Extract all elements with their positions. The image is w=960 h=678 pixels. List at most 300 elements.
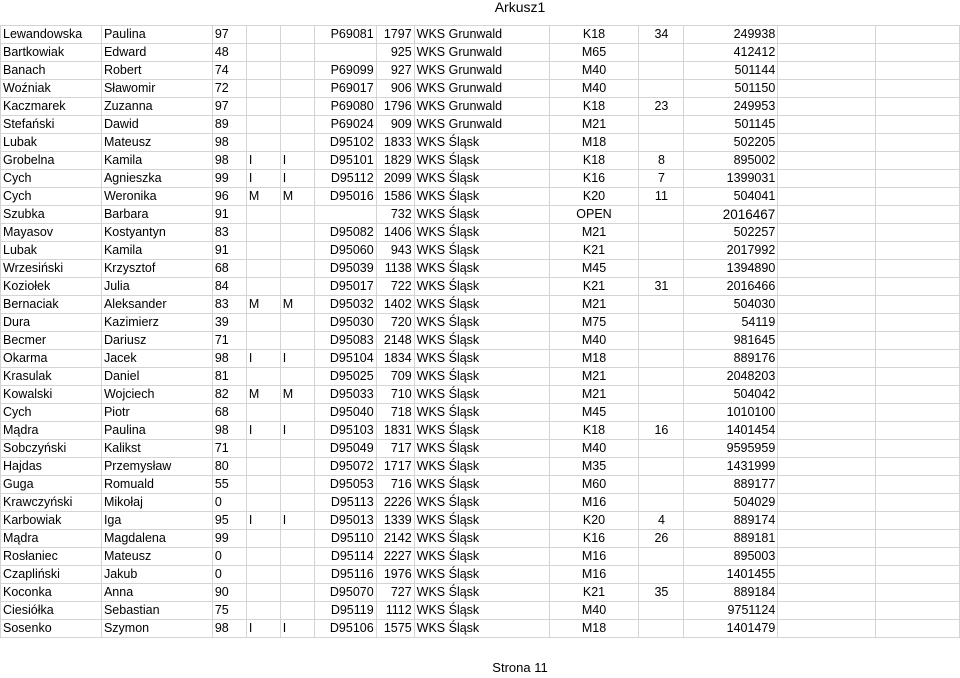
cell-category[interactable]: M16 bbox=[549, 548, 639, 566]
cell-empty[interactable] bbox=[876, 26, 960, 44]
cell-last-name[interactable]: Kaczmarek bbox=[1, 98, 102, 116]
cell-class-a[interactable] bbox=[246, 260, 280, 278]
cell-first-name[interactable]: Przemysław bbox=[101, 458, 212, 476]
cell-category[interactable]: M60 bbox=[549, 476, 639, 494]
cell-place[interactable] bbox=[639, 134, 684, 152]
cell-number[interactable]: 709 bbox=[376, 368, 414, 386]
cell-id[interactable]: 9751124 bbox=[684, 602, 778, 620]
cell-last-name[interactable]: Szubka bbox=[1, 206, 102, 224]
cell-code[interactable]: D95110 bbox=[314, 530, 376, 548]
cell-place[interactable]: 23 bbox=[639, 98, 684, 116]
cell-place[interactable] bbox=[639, 206, 684, 224]
cell-class-b[interactable]: I bbox=[280, 170, 314, 188]
cell-first-name[interactable]: Barbara bbox=[101, 206, 212, 224]
cell-class-a[interactable] bbox=[246, 206, 280, 224]
cell-last-name[interactable]: Czapliński bbox=[1, 566, 102, 584]
cell-id[interactable]: 889174 bbox=[684, 512, 778, 530]
cell-id[interactable]: 504030 bbox=[684, 296, 778, 314]
cell-score[interactable]: 83 bbox=[212, 296, 246, 314]
cell-first-name[interactable]: Daniel bbox=[101, 368, 212, 386]
cell-empty[interactable] bbox=[778, 548, 876, 566]
cell-class-a[interactable] bbox=[246, 494, 280, 512]
cell-class-b[interactable]: I bbox=[280, 152, 314, 170]
cell-class-b[interactable] bbox=[280, 260, 314, 278]
cell-club[interactable]: WKS Śląsk bbox=[414, 170, 549, 188]
cell-empty[interactable] bbox=[778, 152, 876, 170]
cell-category[interactable]: M35 bbox=[549, 458, 639, 476]
cell-club[interactable]: WKS Śląsk bbox=[414, 620, 549, 638]
cell-last-name[interactable]: Hajdas bbox=[1, 458, 102, 476]
cell-code[interactable]: D95025 bbox=[314, 368, 376, 386]
cell-place[interactable] bbox=[639, 80, 684, 98]
cell-score[interactable]: 84 bbox=[212, 278, 246, 296]
cell-club[interactable]: WKS Śląsk bbox=[414, 296, 549, 314]
cell-last-name[interactable]: Grobelna bbox=[1, 152, 102, 170]
cell-club[interactable]: WKS Śląsk bbox=[414, 404, 549, 422]
cell-category[interactable]: M45 bbox=[549, 260, 639, 278]
cell-empty[interactable] bbox=[778, 422, 876, 440]
cell-class-b[interactable] bbox=[280, 494, 314, 512]
cell-empty[interactable] bbox=[876, 548, 960, 566]
cell-code[interactable] bbox=[314, 206, 376, 224]
cell-class-a[interactable] bbox=[246, 224, 280, 242]
cell-empty[interactable] bbox=[876, 80, 960, 98]
cell-place[interactable] bbox=[639, 404, 684, 422]
cell-category[interactable]: M18 bbox=[549, 620, 639, 638]
cell-number[interactable]: 1402 bbox=[376, 296, 414, 314]
cell-class-a[interactable] bbox=[246, 530, 280, 548]
cell-last-name[interactable]: Koconka bbox=[1, 584, 102, 602]
cell-club[interactable]: WKS Śląsk bbox=[414, 314, 549, 332]
cell-number[interactable]: 1717 bbox=[376, 458, 414, 476]
cell-score[interactable]: 75 bbox=[212, 602, 246, 620]
cell-code[interactable]: D95040 bbox=[314, 404, 376, 422]
cell-number[interactable]: 1831 bbox=[376, 422, 414, 440]
cell-class-b[interactable] bbox=[280, 62, 314, 80]
cell-category[interactable]: K16 bbox=[549, 530, 639, 548]
cell-score[interactable]: 97 bbox=[212, 98, 246, 116]
cell-first-name[interactable]: Krzysztof bbox=[101, 260, 212, 278]
cell-club[interactable]: WKS Śląsk bbox=[414, 152, 549, 170]
cell-score[interactable]: 0 bbox=[212, 494, 246, 512]
cell-first-name[interactable]: Mateusz bbox=[101, 134, 212, 152]
cell-first-name[interactable]: Dariusz bbox=[101, 332, 212, 350]
cell-empty[interactable] bbox=[778, 170, 876, 188]
cell-score[interactable]: 90 bbox=[212, 584, 246, 602]
cell-place[interactable]: 35 bbox=[639, 584, 684, 602]
cell-id[interactable]: 1394890 bbox=[684, 260, 778, 278]
cell-last-name[interactable]: Sosenko bbox=[1, 620, 102, 638]
cell-class-b[interactable] bbox=[280, 278, 314, 296]
cell-first-name[interactable]: Jacek bbox=[101, 350, 212, 368]
cell-class-a[interactable]: I bbox=[246, 350, 280, 368]
cell-class-b[interactable] bbox=[280, 440, 314, 458]
cell-class-b[interactable] bbox=[280, 134, 314, 152]
cell-code[interactable]: D95033 bbox=[314, 386, 376, 404]
cell-number[interactable]: 2226 bbox=[376, 494, 414, 512]
cell-club[interactable]: WKS Śląsk bbox=[414, 584, 549, 602]
cell-code[interactable]: D95082 bbox=[314, 224, 376, 242]
cell-number[interactable]: 1797 bbox=[376, 26, 414, 44]
cell-empty[interactable] bbox=[778, 332, 876, 350]
cell-id[interactable]: 502205 bbox=[684, 134, 778, 152]
cell-place[interactable] bbox=[639, 440, 684, 458]
cell-empty[interactable] bbox=[778, 494, 876, 512]
cell-empty[interactable] bbox=[778, 206, 876, 224]
cell-place[interactable]: 8 bbox=[639, 152, 684, 170]
cell-last-name[interactable]: Banach bbox=[1, 62, 102, 80]
cell-empty[interactable] bbox=[778, 62, 876, 80]
cell-last-name[interactable]: Wrzesiński bbox=[1, 260, 102, 278]
cell-first-name[interactable]: Szymon bbox=[101, 620, 212, 638]
cell-class-b[interactable] bbox=[280, 80, 314, 98]
cell-first-name[interactable]: Kamila bbox=[101, 242, 212, 260]
cell-first-name[interactable]: Edward bbox=[101, 44, 212, 62]
cell-category[interactable]: K20 bbox=[549, 188, 639, 206]
cell-code[interactable]: D95060 bbox=[314, 242, 376, 260]
cell-first-name[interactable]: Sebastian bbox=[101, 602, 212, 620]
cell-class-b[interactable] bbox=[280, 404, 314, 422]
cell-code[interactable]: D95102 bbox=[314, 134, 376, 152]
cell-class-b[interactable]: I bbox=[280, 422, 314, 440]
cell-last-name[interactable]: Woźniak bbox=[1, 80, 102, 98]
cell-empty[interactable] bbox=[876, 152, 960, 170]
cell-code[interactable]: P69081 bbox=[314, 26, 376, 44]
cell-category[interactable]: K16 bbox=[549, 170, 639, 188]
cell-id[interactable]: 249938 bbox=[684, 26, 778, 44]
cell-id[interactable]: 2016466 bbox=[684, 278, 778, 296]
cell-first-name[interactable]: Dawid bbox=[101, 116, 212, 134]
cell-last-name[interactable]: Lubak bbox=[1, 134, 102, 152]
cell-score[interactable]: 98 bbox=[212, 152, 246, 170]
cell-score[interactable]: 96 bbox=[212, 188, 246, 206]
cell-club[interactable]: WKS Grunwald bbox=[414, 26, 549, 44]
cell-class-a[interactable] bbox=[246, 332, 280, 350]
cell-empty[interactable] bbox=[778, 566, 876, 584]
cell-first-name[interactable]: Piotr bbox=[101, 404, 212, 422]
cell-class-b[interactable] bbox=[280, 566, 314, 584]
cell-club[interactable]: WKS Śląsk bbox=[414, 332, 549, 350]
cell-class-b[interactable]: M bbox=[280, 386, 314, 404]
cell-score[interactable]: 48 bbox=[212, 44, 246, 62]
cell-last-name[interactable]: Rosłaniec bbox=[1, 548, 102, 566]
cell-code[interactable]: D95114 bbox=[314, 548, 376, 566]
cell-code[interactable]: D95106 bbox=[314, 620, 376, 638]
cell-empty[interactable] bbox=[876, 386, 960, 404]
cell-score[interactable]: 0 bbox=[212, 548, 246, 566]
cell-last-name[interactable]: Mądra bbox=[1, 530, 102, 548]
cell-club[interactable]: WKS Śląsk bbox=[414, 260, 549, 278]
cell-category[interactable]: M40 bbox=[549, 62, 639, 80]
cell-number[interactable]: 943 bbox=[376, 242, 414, 260]
cell-number[interactable]: 2227 bbox=[376, 548, 414, 566]
cell-class-b[interactable]: I bbox=[280, 350, 314, 368]
cell-id[interactable]: 2017992 bbox=[684, 242, 778, 260]
cell-class-b[interactable] bbox=[280, 44, 314, 62]
cell-class-b[interactable] bbox=[280, 368, 314, 386]
cell-category[interactable]: M65 bbox=[549, 44, 639, 62]
cell-category[interactable]: K18 bbox=[549, 152, 639, 170]
cell-number[interactable]: 1112 bbox=[376, 602, 414, 620]
cell-last-name[interactable]: Cych bbox=[1, 170, 102, 188]
cell-category[interactable]: K21 bbox=[549, 584, 639, 602]
cell-score[interactable]: 98 bbox=[212, 350, 246, 368]
cell-category[interactable]: M45 bbox=[549, 404, 639, 422]
cell-empty[interactable] bbox=[778, 458, 876, 476]
cell-last-name[interactable]: Bernaciak bbox=[1, 296, 102, 314]
cell-empty[interactable] bbox=[778, 584, 876, 602]
cell-category[interactable]: K21 bbox=[549, 278, 639, 296]
cell-empty[interactable] bbox=[778, 26, 876, 44]
cell-first-name[interactable]: Kalikst bbox=[101, 440, 212, 458]
cell-club[interactable]: WKS Śląsk bbox=[414, 566, 549, 584]
cell-category[interactable]: M40 bbox=[549, 332, 639, 350]
cell-class-b[interactable] bbox=[280, 206, 314, 224]
cell-empty[interactable] bbox=[876, 260, 960, 278]
cell-club[interactable]: WKS Śląsk bbox=[414, 242, 549, 260]
cell-empty[interactable] bbox=[778, 224, 876, 242]
cell-number[interactable]: 1138 bbox=[376, 260, 414, 278]
cell-class-b[interactable] bbox=[280, 548, 314, 566]
cell-empty[interactable] bbox=[876, 404, 960, 422]
cell-empty[interactable] bbox=[778, 296, 876, 314]
cell-empty[interactable] bbox=[876, 350, 960, 368]
cell-id[interactable]: 1401454 bbox=[684, 422, 778, 440]
cell-first-name[interactable]: Paulina bbox=[101, 422, 212, 440]
cell-last-name[interactable]: Sobczyński bbox=[1, 440, 102, 458]
cell-score[interactable]: 81 bbox=[212, 368, 246, 386]
cell-place[interactable] bbox=[639, 386, 684, 404]
cell-last-name[interactable]: Kowalski bbox=[1, 386, 102, 404]
cell-score[interactable]: 98 bbox=[212, 134, 246, 152]
cell-club[interactable]: WKS Śląsk bbox=[414, 224, 549, 242]
cell-class-b[interactable] bbox=[280, 458, 314, 476]
cell-number[interactable]: 716 bbox=[376, 476, 414, 494]
cell-class-b[interactable] bbox=[280, 602, 314, 620]
cell-category[interactable]: M18 bbox=[549, 134, 639, 152]
cell-place[interactable] bbox=[639, 224, 684, 242]
cell-number[interactable]: 1796 bbox=[376, 98, 414, 116]
cell-number[interactable]: 717 bbox=[376, 440, 414, 458]
cell-code[interactable]: D95101 bbox=[314, 152, 376, 170]
cell-code[interactable]: D95017 bbox=[314, 278, 376, 296]
cell-class-b[interactable] bbox=[280, 314, 314, 332]
cell-empty[interactable] bbox=[876, 512, 960, 530]
cell-empty[interactable] bbox=[778, 242, 876, 260]
cell-id[interactable]: 895003 bbox=[684, 548, 778, 566]
cell-empty[interactable] bbox=[876, 62, 960, 80]
cell-code[interactable]: D95016 bbox=[314, 188, 376, 206]
cell-score[interactable]: 72 bbox=[212, 80, 246, 98]
cell-empty[interactable] bbox=[778, 350, 876, 368]
cell-number[interactable]: 720 bbox=[376, 314, 414, 332]
cell-empty[interactable] bbox=[876, 134, 960, 152]
cell-score[interactable]: 68 bbox=[212, 260, 246, 278]
cell-place[interactable] bbox=[639, 242, 684, 260]
cell-place[interactable] bbox=[639, 260, 684, 278]
cell-number[interactable]: 732 bbox=[376, 206, 414, 224]
cell-empty[interactable] bbox=[778, 620, 876, 638]
cell-place[interactable]: 26 bbox=[639, 530, 684, 548]
cell-number[interactable]: 727 bbox=[376, 584, 414, 602]
cell-id[interactable]: 895002 bbox=[684, 152, 778, 170]
cell-empty[interactable] bbox=[778, 440, 876, 458]
cell-class-b[interactable] bbox=[280, 584, 314, 602]
cell-empty[interactable] bbox=[876, 98, 960, 116]
cell-category[interactable]: M21 bbox=[549, 296, 639, 314]
cell-last-name[interactable]: Dura bbox=[1, 314, 102, 332]
cell-id[interactable]: 889176 bbox=[684, 350, 778, 368]
cell-category[interactable]: M40 bbox=[549, 602, 639, 620]
cell-category[interactable]: M21 bbox=[549, 386, 639, 404]
cell-empty[interactable] bbox=[778, 404, 876, 422]
cell-empty[interactable] bbox=[876, 296, 960, 314]
cell-first-name[interactable]: Magdalena bbox=[101, 530, 212, 548]
cell-category[interactable]: M21 bbox=[549, 116, 639, 134]
cell-number[interactable]: 710 bbox=[376, 386, 414, 404]
cell-empty[interactable] bbox=[778, 602, 876, 620]
cell-id[interactable]: 889177 bbox=[684, 476, 778, 494]
cell-empty[interactable] bbox=[876, 422, 960, 440]
cell-last-name[interactable]: Krawczyński bbox=[1, 494, 102, 512]
cell-number[interactable]: 925 bbox=[376, 44, 414, 62]
cell-class-a[interactable] bbox=[246, 476, 280, 494]
cell-club[interactable]: WKS Śląsk bbox=[414, 458, 549, 476]
cell-first-name[interactable]: Weronika bbox=[101, 188, 212, 206]
cell-id[interactable]: 889181 bbox=[684, 530, 778, 548]
cell-empty[interactable] bbox=[876, 206, 960, 224]
cell-number[interactable]: 722 bbox=[376, 278, 414, 296]
cell-category[interactable]: M40 bbox=[549, 440, 639, 458]
cell-id[interactable]: 501144 bbox=[684, 62, 778, 80]
cell-id[interactable]: 502257 bbox=[684, 224, 778, 242]
cell-category[interactable]: K18 bbox=[549, 422, 639, 440]
cell-club[interactable]: WKS Śląsk bbox=[414, 494, 549, 512]
cell-first-name[interactable]: Mateusz bbox=[101, 548, 212, 566]
cell-club[interactable]: WKS Śląsk bbox=[414, 512, 549, 530]
cell-empty[interactable] bbox=[876, 368, 960, 386]
cell-score[interactable]: 91 bbox=[212, 242, 246, 260]
cell-club[interactable]: WKS Grunwald bbox=[414, 80, 549, 98]
cell-empty[interactable] bbox=[876, 170, 960, 188]
cell-empty[interactable] bbox=[876, 242, 960, 260]
cell-last-name[interactable]: Koziołek bbox=[1, 278, 102, 296]
cell-number[interactable]: 1834 bbox=[376, 350, 414, 368]
cell-class-a[interactable]: I bbox=[246, 170, 280, 188]
cell-place[interactable]: 7 bbox=[639, 170, 684, 188]
cell-last-name[interactable]: Lubak bbox=[1, 242, 102, 260]
cell-score[interactable]: 74 bbox=[212, 62, 246, 80]
cell-class-a[interactable]: I bbox=[246, 152, 280, 170]
cell-id[interactable]: 504042 bbox=[684, 386, 778, 404]
cell-class-a[interactable]: I bbox=[246, 620, 280, 638]
cell-class-a[interactable] bbox=[246, 458, 280, 476]
cell-empty[interactable] bbox=[876, 602, 960, 620]
cell-first-name[interactable]: Romuald bbox=[101, 476, 212, 494]
cell-class-b[interactable] bbox=[280, 98, 314, 116]
cell-class-a[interactable] bbox=[246, 62, 280, 80]
cell-id[interactable]: 412412 bbox=[684, 44, 778, 62]
cell-last-name[interactable]: Bartkowiak bbox=[1, 44, 102, 62]
cell-class-a[interactable]: I bbox=[246, 422, 280, 440]
cell-score[interactable]: 71 bbox=[212, 440, 246, 458]
cell-first-name[interactable]: Julia bbox=[101, 278, 212, 296]
cell-empty[interactable] bbox=[778, 386, 876, 404]
cell-score[interactable]: 91 bbox=[212, 206, 246, 224]
cell-class-b[interactable] bbox=[280, 242, 314, 260]
cell-number[interactable]: 1339 bbox=[376, 512, 414, 530]
cell-empty[interactable] bbox=[876, 116, 960, 134]
cell-empty[interactable] bbox=[778, 116, 876, 134]
cell-id[interactable]: 9595959 bbox=[684, 440, 778, 458]
cell-place[interactable] bbox=[639, 44, 684, 62]
cell-club[interactable]: WKS Grunwald bbox=[414, 44, 549, 62]
cell-empty[interactable] bbox=[876, 494, 960, 512]
cell-number[interactable]: 2099 bbox=[376, 170, 414, 188]
cell-empty[interactable] bbox=[778, 98, 876, 116]
cell-code[interactable]: D95032 bbox=[314, 296, 376, 314]
cell-class-a[interactable] bbox=[246, 98, 280, 116]
cell-last-name[interactable]: Okarma bbox=[1, 350, 102, 368]
cell-place[interactable] bbox=[639, 620, 684, 638]
cell-first-name[interactable]: Iga bbox=[101, 512, 212, 530]
cell-category[interactable]: K20 bbox=[549, 512, 639, 530]
cell-class-a[interactable]: I bbox=[246, 512, 280, 530]
cell-score[interactable]: 83 bbox=[212, 224, 246, 242]
cell-empty[interactable] bbox=[876, 458, 960, 476]
cell-place[interactable]: 4 bbox=[639, 512, 684, 530]
cell-last-name[interactable]: Stefański bbox=[1, 116, 102, 134]
cell-code[interactable]: P69080 bbox=[314, 98, 376, 116]
cell-empty[interactable] bbox=[876, 314, 960, 332]
cell-empty[interactable] bbox=[876, 332, 960, 350]
cell-class-b[interactable] bbox=[280, 332, 314, 350]
cell-place[interactable] bbox=[639, 332, 684, 350]
cell-club[interactable]: WKS Grunwald bbox=[414, 62, 549, 80]
cell-club[interactable]: WKS Śląsk bbox=[414, 188, 549, 206]
cell-code[interactable]: D95013 bbox=[314, 512, 376, 530]
cell-class-a[interactable] bbox=[246, 314, 280, 332]
cell-category[interactable]: K21 bbox=[549, 242, 639, 260]
cell-id[interactable]: 1401455 bbox=[684, 566, 778, 584]
cell-last-name[interactable]: Mayasov bbox=[1, 224, 102, 242]
cell-club[interactable]: WKS Śląsk bbox=[414, 602, 549, 620]
cell-id[interactable]: 501145 bbox=[684, 116, 778, 134]
cell-id[interactable]: 504041 bbox=[684, 188, 778, 206]
cell-empty[interactable] bbox=[876, 188, 960, 206]
cell-empty[interactable] bbox=[778, 44, 876, 62]
cell-empty[interactable] bbox=[778, 260, 876, 278]
cell-empty[interactable] bbox=[778, 278, 876, 296]
cell-club[interactable]: WKS Grunwald bbox=[414, 98, 549, 116]
cell-club[interactable]: WKS Śląsk bbox=[414, 206, 549, 224]
cell-empty[interactable] bbox=[778, 368, 876, 386]
cell-code[interactable]: D95030 bbox=[314, 314, 376, 332]
cell-class-a[interactable]: M bbox=[246, 296, 280, 314]
cell-score[interactable]: 82 bbox=[212, 386, 246, 404]
cell-empty[interactable] bbox=[876, 584, 960, 602]
cell-score[interactable]: 55 bbox=[212, 476, 246, 494]
cell-id[interactable]: 2048203 bbox=[684, 368, 778, 386]
cell-class-a[interactable] bbox=[246, 602, 280, 620]
cell-place[interactable] bbox=[639, 296, 684, 314]
cell-class-a[interactable] bbox=[246, 440, 280, 458]
cell-empty[interactable] bbox=[876, 530, 960, 548]
cell-place[interactable] bbox=[639, 368, 684, 386]
cell-class-b[interactable] bbox=[280, 116, 314, 134]
cell-first-name[interactable]: Kostyantyn bbox=[101, 224, 212, 242]
cell-club[interactable]: WKS Śląsk bbox=[414, 386, 549, 404]
